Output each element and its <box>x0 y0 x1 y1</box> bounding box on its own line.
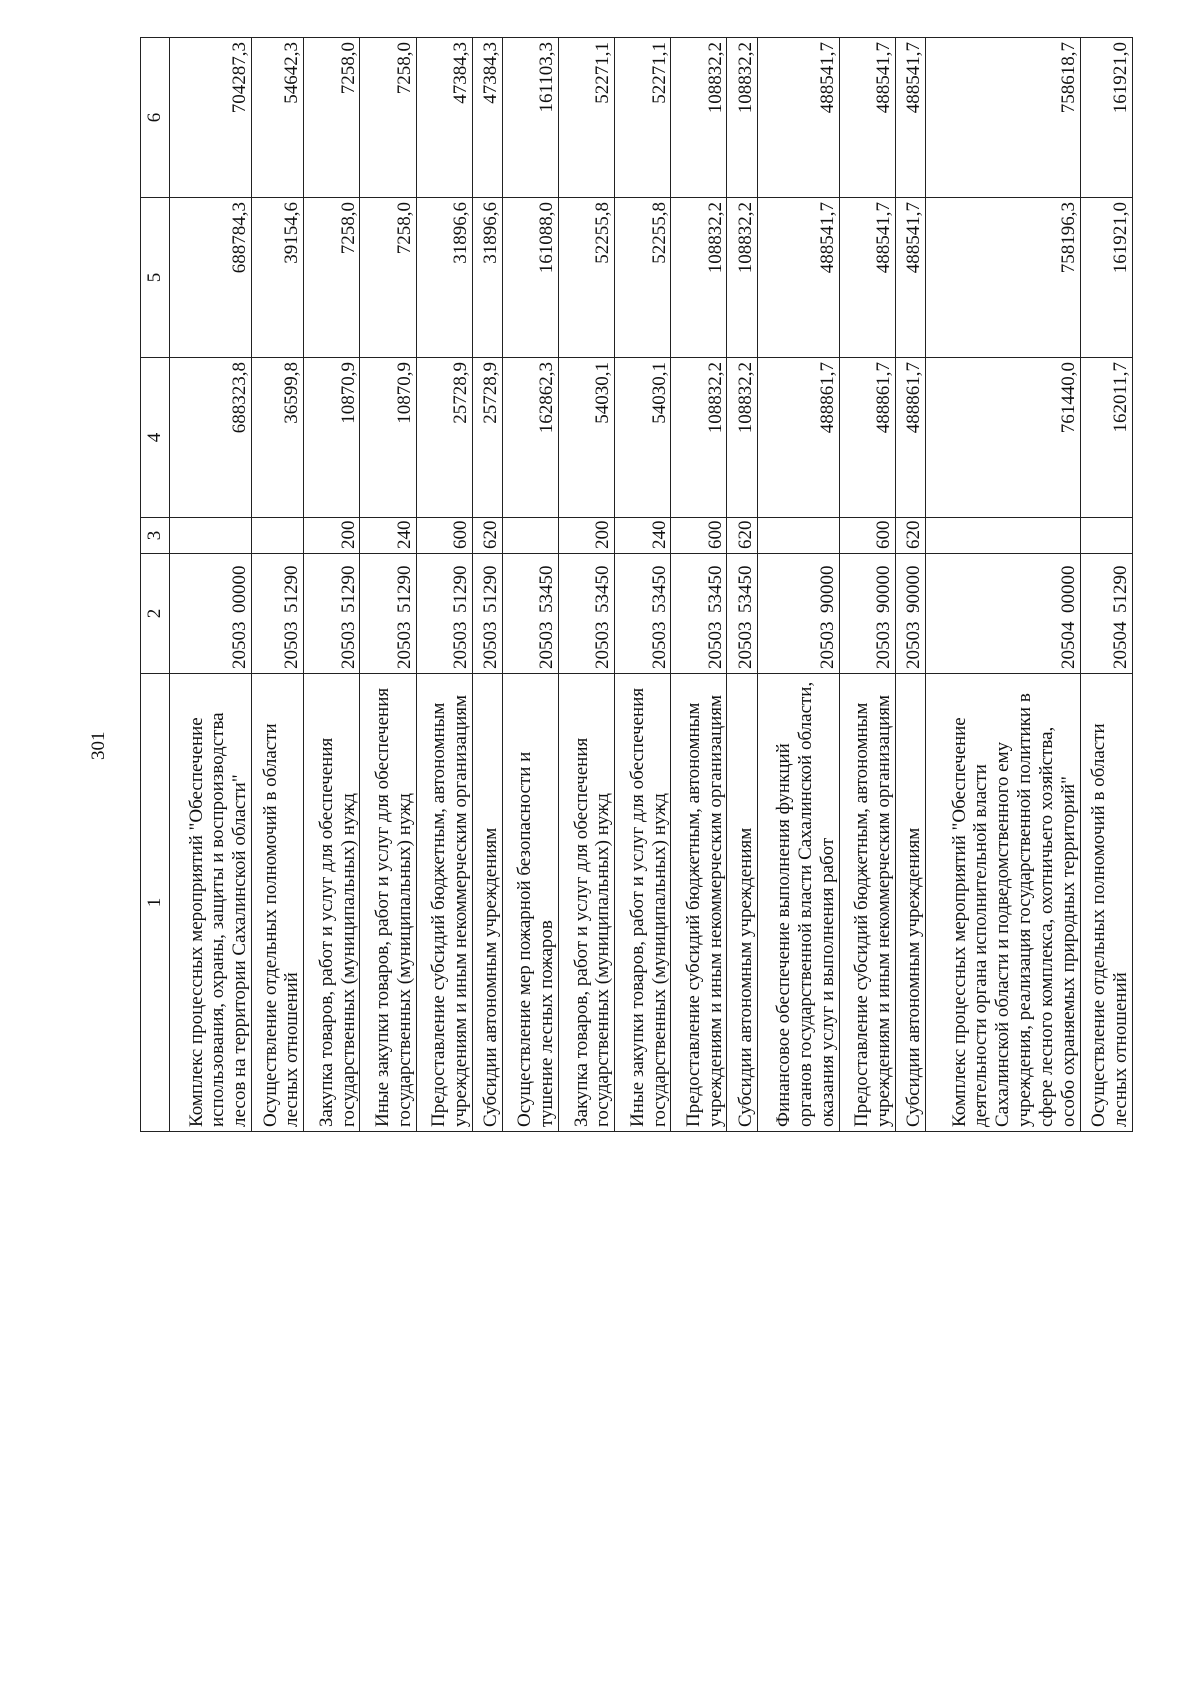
row-name: Предоставление субсидий бюджетным, автономным учреждениям и иным некоммерческим организациям <box>416 674 472 1132</box>
row-code <box>252 554 304 674</box>
row-code <box>615 554 671 674</box>
row-code <box>503 554 559 674</box>
row-name: Предоставление субсидий бюджетным, автономным учреждениям и иным некоммерческим организациям <box>671 674 727 1132</box>
row-expense-type <box>926 518 1080 554</box>
row-expense-type: 600 <box>839 518 895 554</box>
row-amount-v6: 7258,0 <box>360 38 416 198</box>
row-code-program: 20503 <box>536 621 558 669</box>
table-row <box>1080 38 1132 1132</box>
row-amount-v5: 488541,7 <box>895 198 925 358</box>
row-code <box>170 554 252 674</box>
row-code <box>757 554 839 674</box>
row-amount-v6: 47384,3 <box>416 38 472 198</box>
row-amount-v5: 39154,6 <box>252 198 304 358</box>
row-name: Субсидии автономным учреждениям <box>895 674 925 1132</box>
budget-table-container <box>140 38 1133 1132</box>
row-code-direction: 51290 <box>449 565 471 613</box>
row-name: Субсидии автономным учреждениям <box>727 674 757 1132</box>
row-code-direction: 90000 <box>816 565 838 613</box>
row-code-program: 20503 <box>704 621 726 669</box>
row-code <box>1080 554 1132 674</box>
row-name: Осуществление отдельных полномочий в области лесных отношений <box>1080 674 1132 1132</box>
row-code-direction: 53450 <box>592 565 614 613</box>
table-row <box>895 38 925 1132</box>
row-amount-v4: 488861,7 <box>757 358 839 518</box>
row-code <box>559 554 615 674</box>
row-code-direction: 51290 <box>1110 565 1132 613</box>
row-amount-v5: 688784,3 <box>170 198 252 358</box>
row-expense-type: 620 <box>472 518 502 554</box>
table-row <box>503 38 559 1132</box>
row-amount-v5: 31896,6 <box>416 198 472 358</box>
row-amount-v5: 161921,0 <box>1080 198 1132 358</box>
row-code-direction: 53450 <box>704 565 726 613</box>
table-row <box>757 38 839 1132</box>
row-amount-v5: 488541,7 <box>839 198 895 358</box>
row-code <box>360 554 416 674</box>
table-row <box>926 38 1080 1132</box>
row-expense-type <box>252 518 304 554</box>
row-amount-v5: 108832,2 <box>727 198 757 358</box>
header-col-6: 6 <box>141 38 170 198</box>
row-amount-v4: 162862,3 <box>503 358 559 518</box>
row-code <box>304 554 360 674</box>
table-row <box>671 38 727 1132</box>
row-code-direction: 53450 <box>648 565 670 613</box>
row-code-direction: 51290 <box>337 565 359 613</box>
row-amount-v6: 54642,3 <box>252 38 304 198</box>
row-amount-v5: 758196,3 <box>926 198 1080 358</box>
row-amount-v5: 161088,0 <box>503 198 559 358</box>
row-expense-type <box>757 518 839 554</box>
row-expense-type: 200 <box>559 518 615 554</box>
row-amount-v4: 10870,9 <box>304 358 360 518</box>
row-code-program: 20503 <box>816 621 838 669</box>
row-code <box>727 554 757 674</box>
row-amount-v6: 108832,2 <box>727 38 757 198</box>
table-row <box>252 38 304 1132</box>
table-row <box>304 38 360 1132</box>
row-code-direction: 51290 <box>393 565 415 613</box>
row-expense-type <box>503 518 559 554</box>
row-code-program: 20503 <box>735 621 756 669</box>
row-code-program: 20504 <box>1110 621 1132 669</box>
row-code-program: 20503 <box>393 621 415 669</box>
header-col-5: 5 <box>141 198 170 358</box>
row-code-program: 20503 <box>872 621 894 669</box>
row-code <box>895 554 925 674</box>
row-amount-v4: 488861,7 <box>895 358 925 518</box>
row-amount-v4: 108832,2 <box>727 358 757 518</box>
row-code-direction: 90000 <box>903 565 925 613</box>
row-code-direction: 90000 <box>872 565 894 613</box>
table-row <box>727 38 757 1132</box>
row-expense-type: 600 <box>671 518 727 554</box>
row-amount-v4: 54030,1 <box>615 358 671 518</box>
table-row <box>615 38 671 1132</box>
row-name: Осуществление мер пожарной безопасности и тушение лесных пожаров <box>503 674 559 1132</box>
row-amount-v4: 25728,9 <box>472 358 502 518</box>
row-code-program: 20503 <box>281 621 303 669</box>
page-number: 301 <box>88 731 109 760</box>
row-code-direction: 53450 <box>536 565 558 613</box>
row-amount-v6: 108832,2 <box>671 38 727 198</box>
row-code-direction: 51290 <box>281 565 303 613</box>
row-code-program: 20504 <box>1057 621 1079 669</box>
row-code-program: 20503 <box>229 621 251 669</box>
row-amount-v5: 52255,8 <box>615 198 671 358</box>
header-col-3: 3 <box>141 518 170 554</box>
row-amount-v4: 36599,8 <box>252 358 304 518</box>
row-amount-v6: 47384,3 <box>472 38 502 198</box>
row-amount-v4: 488861,7 <box>839 358 895 518</box>
row-expense-type: 620 <box>895 518 925 554</box>
row-code <box>926 554 1080 674</box>
row-expense-type: 240 <box>360 518 416 554</box>
row-amount-v4: 108832,2 <box>671 358 727 518</box>
row-amount-v6: 488541,7 <box>839 38 895 198</box>
row-expense-type: 600 <box>416 518 472 554</box>
row-amount-v6: 488541,7 <box>757 38 839 198</box>
table-row <box>839 38 895 1132</box>
row-amount-v4: 10870,9 <box>360 358 416 518</box>
header-col-2: 2 <box>141 554 170 674</box>
row-name: Предоставление субсидий бюджетным, автономным учреждениям и иным некоммерческим организациям <box>839 674 895 1132</box>
row-name: Иные закупки товаров, работ и услуг для обеспечения государственных (муниципальных) нужд <box>360 674 416 1132</box>
row-code-program: 20503 <box>592 621 614 669</box>
row-name: Закупка товаров, работ и услуг для обеспечения государственных (муниципальных) нужд <box>559 674 615 1132</box>
row-amount-v5: 108832,2 <box>671 198 727 358</box>
row-code-direction: 00000 <box>1057 565 1079 613</box>
row-name: Комплекс процессных мероприятий "Обеспечение деятельности органа исполнительной власти Сахалинской области и подведомственного ему учреждения, реализация государственной политики в сфере лесного комплекса, охотничьего хозяйства, особо охраняемых природных территорий" <box>926 674 1080 1132</box>
row-expense-type <box>170 518 252 554</box>
row-amount-v5: 7258,0 <box>360 198 416 358</box>
table-row <box>416 38 472 1132</box>
row-amount-v6: 161921,0 <box>1080 38 1132 198</box>
row-code <box>472 554 502 674</box>
row-expense-type: 240 <box>615 518 671 554</box>
row-expense-type <box>1080 518 1132 554</box>
table-row <box>472 38 502 1132</box>
row-code-program: 20503 <box>480 621 502 669</box>
table-row <box>170 38 252 1132</box>
row-name: Иные закупки товаров, работ и услуг для обеспечения государственных (муниципальных) нужд <box>615 674 671 1132</box>
row-amount-v6: 52271,1 <box>615 38 671 198</box>
row-name: Субсидии автономным учреждениям <box>472 674 502 1132</box>
row-code-direction: 00000 <box>229 565 251 613</box>
row-expense-type: 620 <box>727 518 757 554</box>
row-amount-v5: 488541,7 <box>757 198 839 358</box>
row-amount-v4: 688323,8 <box>170 358 252 518</box>
row-amount-v4: 162011,7 <box>1080 358 1132 518</box>
row-name: Закупка товаров, работ и услуг для обеспечения государственных (муниципальных) нужд <box>304 674 360 1132</box>
row-code <box>671 554 727 674</box>
table-row <box>559 38 615 1132</box>
row-amount-v6: 758618,7 <box>926 38 1080 198</box>
row-amount-v6: 488541,7 <box>895 38 925 198</box>
row-code-program: 20503 <box>449 621 471 669</box>
row-code <box>416 554 472 674</box>
row-amount-v4: 25728,9 <box>416 358 472 518</box>
row-amount-v4: 54030,1 <box>559 358 615 518</box>
row-name: Осуществление отдельных полномочий в области лесных отношений <box>252 674 304 1132</box>
row-amount-v5: 31896,6 <box>472 198 502 358</box>
row-code-direction: 51290 <box>480 565 502 613</box>
row-amount-v6: 704287,3 <box>170 38 252 198</box>
row-code-program: 20503 <box>903 621 925 669</box>
row-amount-v6: 52271,1 <box>559 38 615 198</box>
row-expense-type: 200 <box>304 518 360 554</box>
row-amount-v4: 761440,0 <box>926 358 1080 518</box>
row-code-program: 20503 <box>337 621 359 669</box>
row-amount-v6: 7258,0 <box>304 38 360 198</box>
row-name: Комплекс процессных мероприятий "Обеспечение использования, охраны, защиты и воспроизводства лесов на территории Сахалинской области" <box>170 674 252 1132</box>
row-amount-v5: 7258,0 <box>304 198 360 358</box>
budget-table <box>140 37 1133 1132</box>
row-amount-v5: 52255,8 <box>559 198 615 358</box>
row-code <box>839 554 895 674</box>
row-name: Финансовое обеспечение выполнения функций органов государственной власти Сахалинской области, оказания услуг и выполнения работ <box>757 674 839 1132</box>
row-amount-v6: 161103,3 <box>503 38 559 198</box>
header-col-4: 4 <box>141 358 170 518</box>
row-code-direction: 53450 <box>735 565 756 613</box>
table-header-row <box>141 38 170 1132</box>
row-code-program: 20503 <box>648 621 670 669</box>
header-col-1: 1 <box>141 674 170 1132</box>
table-row <box>360 38 416 1132</box>
